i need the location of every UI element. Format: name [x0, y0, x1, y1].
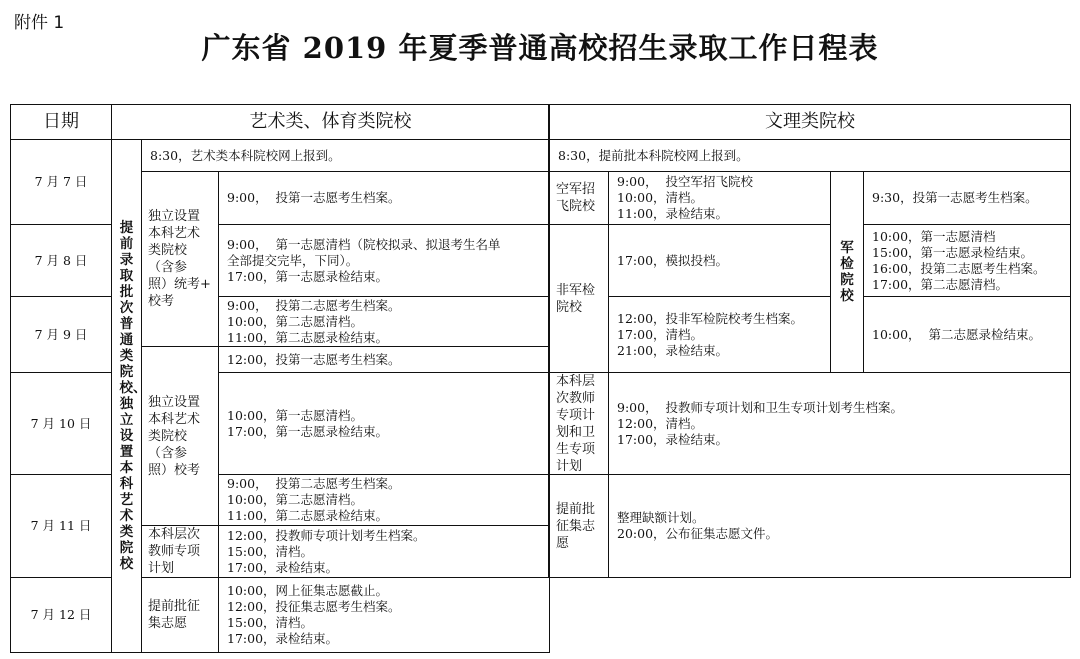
- sci-nonmil-row2: 12:00，投非军检院校考生档案。 17:00，清档。 21:00，录检结束。: [608, 296, 831, 373]
- date-cell: 7 月 12 日: [10, 577, 112, 653]
- art-zhengji-label: 提前批征 集志愿: [141, 577, 219, 653]
- batch-label-vertical: [111, 139, 147, 653]
- sci-military-label: [830, 171, 864, 373]
- sci-airforce-label: 空军招 飞院校: [549, 171, 609, 225]
- sci-nonmil-label: 非军检 院校: [549, 224, 609, 373]
- date-cell: 7 月 9 日: [10, 296, 112, 373]
- art-zhengji-text: 10:00，网上征集志愿截止。 12:00，投征集志愿考生档案。 15:00，清档。 17:00，录检结束。: [218, 577, 550, 653]
- sci-teacher-text: 9:00， 投教师专项计划和卫生专项计划考生档案。 12:00，清档。 17:00，录检结束。: [608, 372, 1071, 475]
- header-art-sports: 艺术类、体育类院校: [111, 104, 550, 140]
- sci-registration: 8:30，提前批本科院校网上报到。: [549, 139, 1071, 172]
- date-cell: 7 月 10 日: [10, 372, 112, 475]
- art-g1-row2: 9:00， 第一志愿清档（院校拟录、拟退考生名单 全部提交完毕，下同）。 17:00，第一志愿录检结束。: [218, 224, 550, 297]
- sci-zhengji-label: 提前批 征集志 愿: [549, 474, 609, 578]
- batch-label-text: 提前录取批次普通类院校、独立设置本科艺术类院校: [119, 220, 147, 572]
- sci-zhengji-text: 整理缺额计划。 20:00，公布征集志愿文件。: [608, 474, 1071, 578]
- sci-teacher-label: 本科层 次教师 专项计 划和卫 生专项 计划: [549, 372, 609, 475]
- header-date: 日期: [10, 104, 112, 140]
- sci-airforce-text: 9:00， 投空军招飞院校 10:00，清档。 11:00，录检结束。: [608, 171, 831, 225]
- art-group1-label: 独立设置 本科艺术 类院校 （含参 照）统考+ 校考: [141, 171, 219, 347]
- art-g1-row1: 9:00， 投第一志愿考生档案。: [218, 171, 550, 225]
- section-divider: [548, 104, 550, 577]
- art-group2-label: 独立设置 本科艺术 类院校 （含参 照）校考: [141, 346, 219, 526]
- page-title: 广东省 2019 年夏季普通高校招生录取工作日程表: [201, 31, 879, 65]
- sci-nonmil-row1: 17:00，模拟投档。: [608, 224, 831, 297]
- sci-military-label-text: 军检院校: [840, 240, 854, 304]
- sci-mil-row3: 10:00， 第二志愿录检结束。: [863, 296, 1071, 373]
- art-teacher-text: 12:00，投教师专项计划考生档案。 15:00，清档。 17:00，录检结束。: [218, 525, 550, 578]
- art-registration: 8:30，艺术类本科院校网上报到。: [141, 139, 550, 172]
- annex-label: 附件 1: [14, 13, 65, 33]
- art-g2-row1: 12:00，投第一志愿考生档案。: [218, 346, 550, 373]
- sci-mil-row1: 9:30，投第一志愿考生档案。: [863, 171, 1071, 225]
- sci-mil-row2: 10:00，第一志愿清档 15:00，第一志愿录检结束。 16:00，投第二志愿考生档案。 17:00，第二志愿清档。: [863, 224, 1071, 297]
- art-g2-row2: 10:00，第一志愿清档。 17:00，第一志愿录检结束。: [218, 372, 550, 475]
- date-cell: 7 月 11 日: [10, 474, 112, 578]
- header-arts-sciences: 文理类院校: [549, 104, 1071, 140]
- date-cell: 7 月 7 日: [10, 139, 112, 225]
- art-g1-row3: 9:00， 投第二志愿考生档案。 10:00，第二志愿清档。 11:00，第二志愿录检结束。: [218, 296, 550, 347]
- art-teacher-label: 本科层次 教师专项 计划: [141, 525, 219, 578]
- date-cell: 7 月 8 日: [10, 224, 112, 297]
- art-g2-row3: 9:00， 投第二志愿考生档案。 10:00，第二志愿清档。 11:00，第二志愿录检结束。: [218, 474, 550, 526]
